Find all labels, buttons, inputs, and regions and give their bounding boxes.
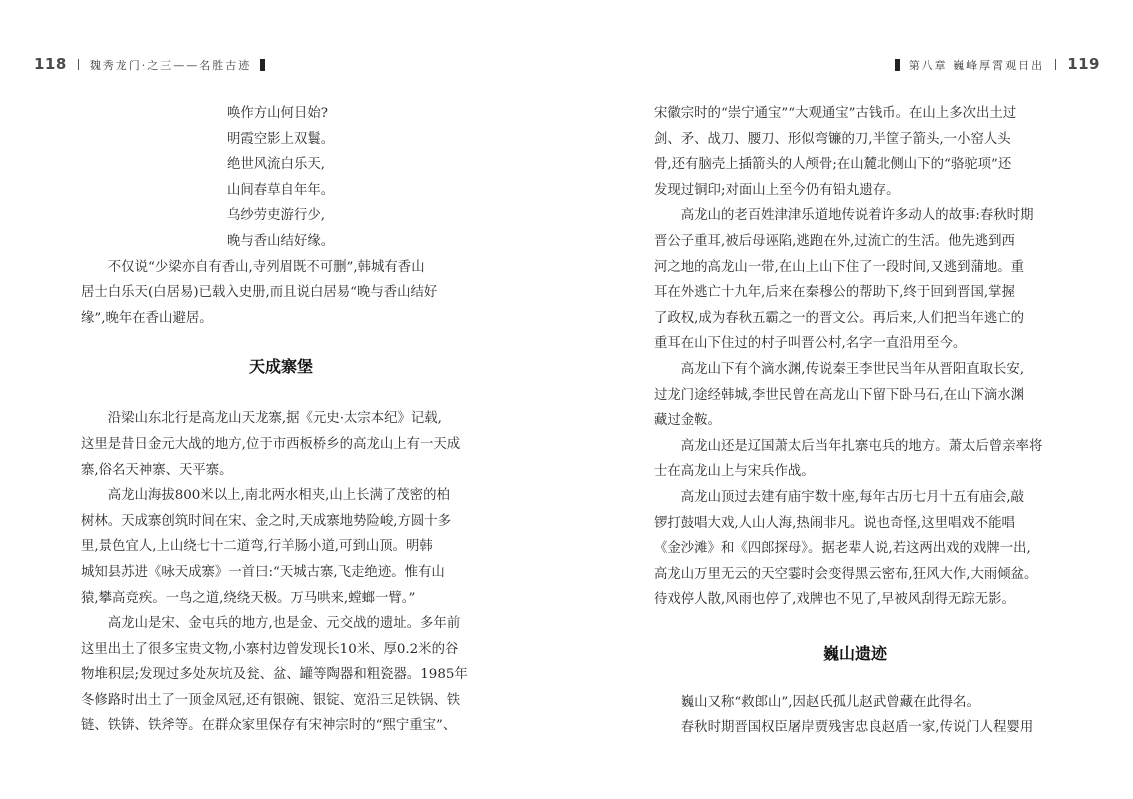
right-chapter-title: 第八章 巍峰厚霄观日出: [908, 59, 1045, 72]
text-line: 寨,俗名天神寨、天平寨。: [81, 462, 233, 478]
left-page-body: [81, 101, 481, 739]
text-line: 河之地的高龙山一带,在山上山下住了一段时间,又逃到蒲地。重: [654, 259, 1025, 275]
text-line: 里,景色宜人,上山绕七十二道弯,行羊肠小道,可到山顶。明韩: [81, 539, 433, 555]
text-line: 沿梁山东北行是高龙山天龙寨,据《元史·太宗本纪》记载,: [107, 411, 442, 427]
text-line: 剑、矛、战刀、腰刀、形似弯镰的刀,半筐子箭头,一小窑人头: [654, 131, 1011, 147]
poem: [81, 101, 481, 255]
poem-line: 唤作方山何日始?: [227, 106, 328, 121]
text-line: 重耳在山下住过的村子叫晋公村,名字一直沿用至今。: [654, 336, 967, 352]
paragraph: [654, 434, 1056, 485]
text-line: 城知县苏进《咏天成寨》一首曰:“天城古寨,飞走绝迹。惟有山: [81, 564, 445, 580]
text-line: 士在高龙山上与宋兵作战。: [654, 464, 815, 480]
text-line: 高龙山万里无云的天空霎时会变得黑云密布,狂风大作,大雨倾盆。: [654, 566, 1038, 582]
text-line: 猿,攀高竞疾。一鸟之道,绕绕天极。万马哄来,螳螂一臂。”: [81, 590, 416, 606]
text-line: 发现过铜印;对面山上至今仍有铅丸遗存。: [654, 182, 900, 198]
text-line: 春秋时期晋国权臣屠岸贾残害忠良赵盾一家,传说门人程婴用: [680, 720, 1034, 736]
right-page-number: 119: [1067, 55, 1100, 73]
text-line: 不仅说“少梁亦自有香山,寺列眉既不可删”,韩城有香山: [107, 259, 425, 275]
poem-line: 乌纱劳吏游行少,: [227, 208, 325, 224]
right-page-body: [654, 101, 1056, 741]
paragraph: [654, 101, 1056, 203]
paragraph: [654, 203, 1056, 357]
paragraph: [81, 255, 481, 332]
poem-line: 晚与香山结好缘。: [227, 233, 335, 249]
paragraph: [81, 406, 481, 483]
text-line: 居士白乐天(白居易)已载入史册,而且说白居易“晚与香山结好: [81, 285, 438, 301]
text-line: 骨,还有脑壳上插箭头的人颅骨;在山麓北侧山下的“骆驼项”还: [654, 157, 1012, 173]
text-line: 树林。天成寨创筑时间在宋、金之时,天成寨地势险峻,方圆十多: [81, 513, 452, 529]
text-line: 链、铁锛、铁斧等。在群众家里保存有宋神宗时的“熙宁重宝”、: [81, 718, 457, 734]
text-line: 高龙山还是辽国萧太后当年扎寨屯兵的地方。萧太后曾亲率将: [680, 438, 1043, 454]
poem-line: 山间春草自年年。: [227, 182, 335, 198]
poem-line: 绝世风流白乐天,: [227, 157, 325, 173]
header-block-mark: [260, 59, 265, 71]
paragraph: [654, 715, 1056, 741]
poem-line: 明霞空影上双鬟。: [227, 131, 335, 147]
text-line: 过龙门途经韩城,李世民曾在高龙山下留下卧马石,在山下滴水渊: [654, 387, 1025, 403]
text-line: 巍山又称“救郎山”,因赵氏孤儿赵武曾藏在此得名。: [680, 694, 980, 710]
text-line: 这里是昔日金元大战的地方,位于市西板桥乡的高龙山上有一天成: [81, 436, 461, 452]
left-page-number: 118: [34, 55, 67, 73]
text-line: 锣打鼓唱大戏,人山人海,热闹非凡。说也奇怪,这里唱戏不能唱: [654, 515, 1015, 531]
text-line: 物堆积层;发现过多处灰坑及瓮、盆、罐等陶器和粗瓷器。1985年: [81, 667, 468, 683]
text-line: 《金沙滩》和《四郎探母》。据老辈人说,若这两出戏的戏牌一出,: [654, 541, 1031, 557]
header-block-mark: [895, 59, 900, 71]
text-line: 高龙山海拔800米以上,南北两水相夹,山上长满了茂密的柏: [107, 488, 450, 504]
text-line: 高龙山是宋、金屯兵的地方,也是金、元交战的遗址。多年前: [107, 616, 461, 632]
paragraph: [654, 357, 1056, 434]
right-running-header: [886, 54, 1100, 73]
section-heading: 天成寨堡: [248, 357, 313, 377]
text-line: 高龙山顶过去建有庙宇数十座,每年古历七月十五有庙会,敲: [680, 489, 1025, 505]
text-line: 这里出土了很多宝贵文物,小寨村边曾发现长10米、厚0.2米的谷: [81, 641, 459, 657]
text-line: 冬修路时出土了一顶金凤冠,还有银碗、银锭、宽沿三足铁锅、铁: [81, 692, 461, 708]
text-line: 高龙山的老百姓津津乐道地传说着许多动人的故事:春秋时期: [680, 208, 1034, 224]
text-line: 晋公子重耳,被后母诬陷,逃跑在外,过流亡的生活。他先逃到西: [654, 233, 1015, 249]
text-line: 藏过金鞍。: [654, 413, 721, 429]
left-book-title: 魏秀龙门·之三——名胜古迹: [89, 59, 252, 72]
paragraph: [654, 690, 1056, 716]
header-divider: [78, 59, 79, 70]
text-line: 宋徽宗时的“崇宁通宝”“大观通宝”古钱币。在山上多次出土过: [654, 106, 1017, 121]
section-heading: 巍山遗迹: [822, 643, 887, 663]
text-line: 待戏停人散,风雨也停了,戏牌也不见了,早被风刮得无踪无影。: [654, 592, 1015, 608]
paragraph: [81, 483, 481, 611]
paragraph: [81, 611, 481, 739]
text-line: 耳在外逃亡十九年,后来在秦穆公的帮助下,终于回到晋国,掌握: [654, 285, 1015, 301]
left-running-header: [34, 54, 274, 73]
paragraph: [654, 485, 1056, 613]
text-line: 了政权,成为春秋五霸之一的晋文公。再后来,人们把当年逃亡的: [654, 310, 1025, 326]
text-line: 高龙山下有个滴水渊,传说秦王李世民当年从晋阳直取长安,: [680, 361, 1025, 377]
text-line: 缘”,晚年在香山避居。: [81, 310, 213, 326]
header-divider: [1055, 59, 1056, 70]
